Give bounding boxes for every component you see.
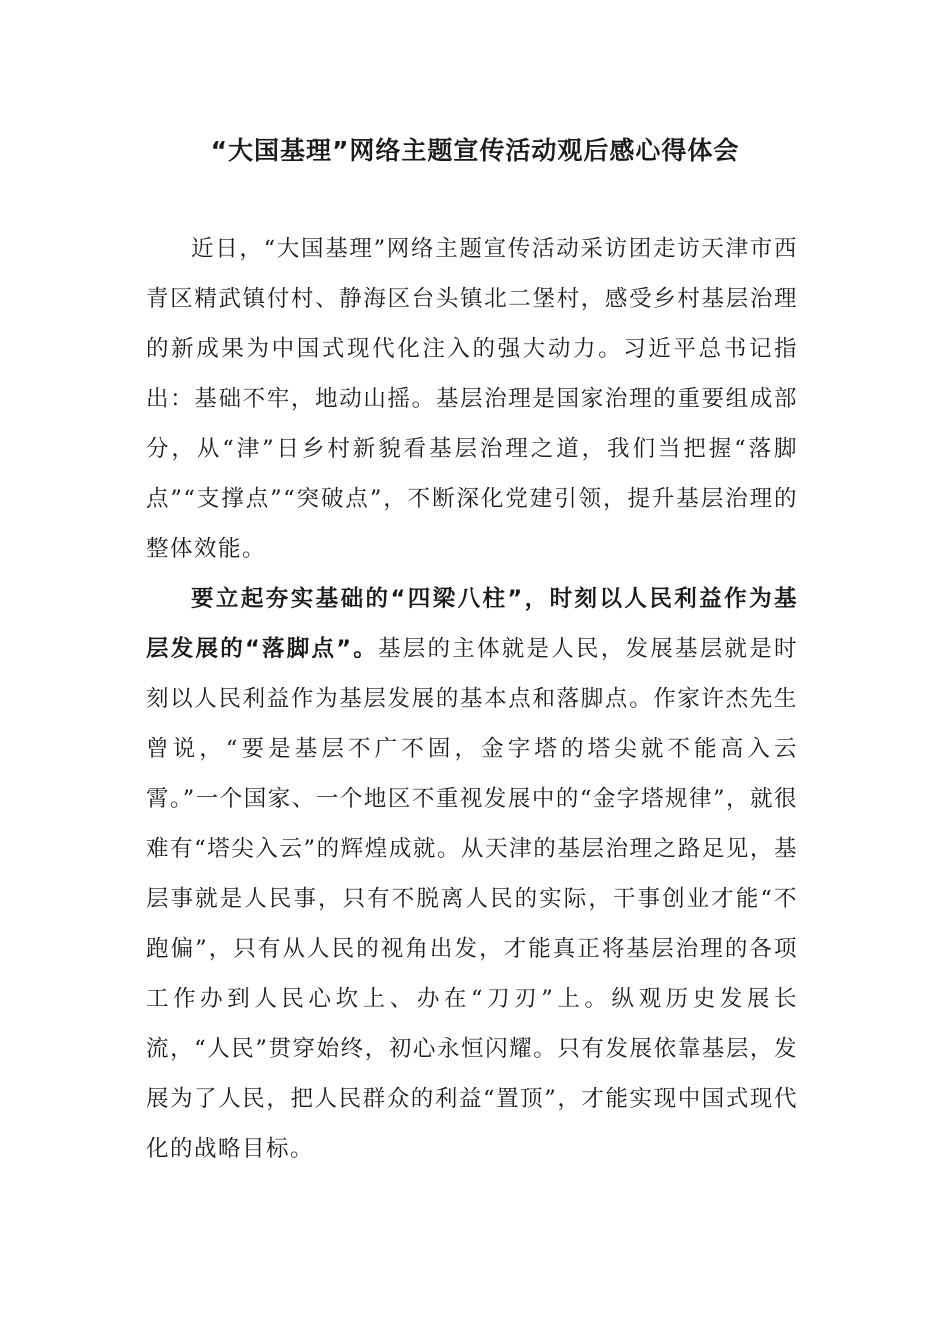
paragraph-lead-heading: 要立起夯实基础的“四梁八柱”，时刻以人民利益作为基层发展的“落脚点”。 [146, 586, 798, 662]
paragraph-foundation [146, 574, 798, 1174]
page-title: “大国基理”网络主题宣传活动观后感心得体会 [210, 136, 740, 165]
paragraph-intro [146, 224, 798, 574]
paragraph-text: 近日，“大国基理”网络主题宣传活动采访团走访天津市西青区精武镇付村、静海区台头镇北二堡村，感受乡村基层治理的新成果为中国式现代化注入的强大动力。习近平总书记指出：基础不牢，地动山摇。基层治理是国家治理的重要组成部分，从“津”日乡村新貌看基层治理之道，我们当把握“落脚点”“支撑点”“突破点”，不断深化党建引领，提升基层治理的整体效能。 [146, 236, 798, 562]
paragraph-text: 基层的主体就是人民，发展基层就是时刻以人民利益作为基层发展的基本点和落脚点。作家许杰先生曾说，“要是基层不广不固，金字塔的塔尖就不能高入云霄。”一个国家、一个地区不重视发展中的“金字塔规律”，就很难有“塔尖入云”的辉煌成就。从天津的基层治理之路足见，基层事就是人民事，只有不脱离人民的实际，干事创业才能“不跑偏”，只有从人民的视角出发，才能真正将基层治理的各项工作办到人民心坎上、办在“刀刃”上。纵观历史发展长流，“人民”贯穿始终，初心永恒闪耀。只有发展依靠基层，发展为了人民，把人民群众的利益“置顶”，才能实现中国式现代化的战略目标。 [146, 636, 798, 1162]
document-body [146, 224, 798, 1174]
